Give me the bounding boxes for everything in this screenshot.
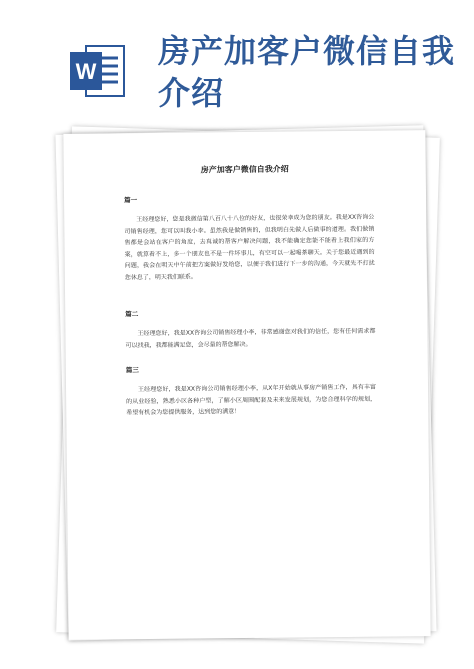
word-document-icon xyxy=(68,42,126,100)
document-section xyxy=(125,307,375,352)
section-body: 王经理您好，我是XX咨询公司销售经理小李，从X年开始就从事房产销售工作，具有丰富的从业经验，熟悉小区各种户型，了解小区周围配套及未来发展规划，为您合理科学的规划，希望有机会为您提供服务，达到您的满意！ xyxy=(126,383,377,417)
section-heading: 篇二 xyxy=(125,310,139,319)
document-title: 房产加客户微信自我介绍 xyxy=(200,164,289,175)
document-section xyxy=(124,193,375,284)
page-header xyxy=(0,0,474,120)
document-section xyxy=(126,363,377,419)
section-body: 王经理您好，我是XX咨询公司销售经理小李，非常感谢您对我们的信任，您有任何需求都可以找我，我都能满足您，会尽量的帮您解决。 xyxy=(125,327,376,349)
section-heading: 篇一 xyxy=(124,196,138,205)
section-heading: 篇三 xyxy=(125,366,139,375)
section-body: 王经理您好，您是我微信第八百八十八位的好友，也很荣幸成为您的朋友。我是XX咨询公司销售经理，您可以叫我小李。虽然我是做销售的，但我明白先做人后做事的道理。我们做销售都是会站在客户的角度，去真诚的帮客户解决问题，我不能确定您能不能看上我们家的方案，就算看不上，多一个朋友也不是一件坏事儿，有空可以一起喝茶聊天。关于您最近遇到的问题，我会在明天中午前把方案做好发给您，以便于我们进行下一步的沟通，今天就先不打扰您休息了，明天我们联系。 xyxy=(124,213,375,281)
svg-text:W: W xyxy=(75,59,97,84)
page-title: 房产加客户微信自我介绍 xyxy=(158,32,456,112)
document-preview xyxy=(58,126,438,646)
paper-sheet xyxy=(63,130,430,640)
